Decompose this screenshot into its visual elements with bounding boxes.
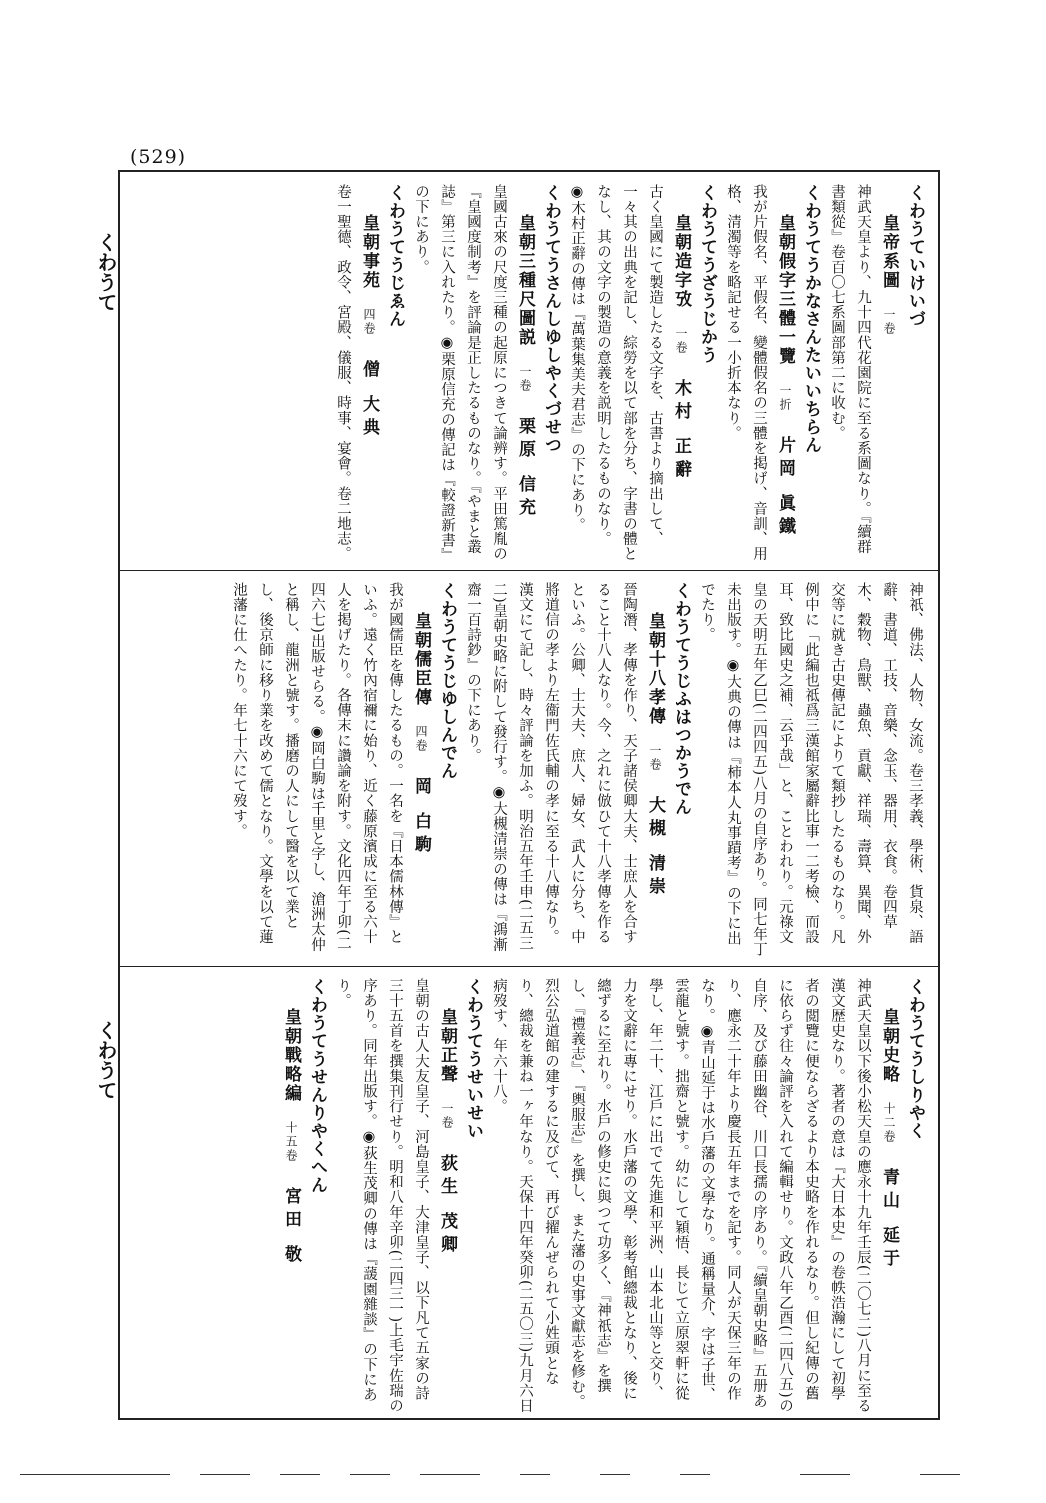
entry-body: 皇國古來の尺度三種の起原につきて論辨す。平田篤胤の『皇國度制考』を評論是正したるものなり。『やまと叢誌』第三に入れたり。◉栗原信充の傳記は『較證新書』の下にあり。 (413, 184, 507, 562)
entry-title (876, 184, 902, 562)
footer-rule (680, 1474, 710, 1475)
footer-rule (420, 1474, 480, 1475)
title-text: 皇朝假字三體一覽 (775, 214, 795, 366)
tier-1 (120, 172, 938, 571)
entry-jien-continued (694, 582, 928, 958)
title-text: 皇朝戰略編 (281, 1008, 301, 1103)
entry-title (434, 978, 460, 1414)
author-name: 栗原 信充 (515, 417, 535, 521)
entry-title (642, 582, 668, 958)
entry-zoji-ko (564, 184, 720, 562)
volume-count: 一折 (778, 384, 792, 412)
tier-3 (120, 966, 938, 1422)
entry-head: くわうてうじゆしんでん (437, 582, 457, 780)
footer-rule (200, 1474, 250, 1475)
entry-body: 古く皇國にて製造したる文字を、古書より摘出して、一々其の出典を記し、綜勞を以て部を分ち、字書の體となし、其の文字の製造の意義を説明したるものなり。◉木村正辭の傳は『萬葉集美夫君志』の下にあり。 (569, 184, 663, 562)
footer-rule-marks (20, 1474, 1030, 1478)
entry-shiryaku (486, 978, 928, 1414)
entry-sanshu-shaku (408, 184, 564, 562)
entry-kana-santai (720, 184, 824, 562)
footer-rule (600, 1474, 630, 1475)
entry-body: 我が國儒臣を傳したるもの。一名を『日本儒林傳』といふ。遠く竹內宿禰に始り、近く藤原濱成に至る六十人を掲げたり。各傳末に讚論を附す。文化四年丁卯(二四六七)出版せらる。◉岡白駒は千里と字し、滄洲太仲と稱し、龍洲と號す。播磨の人にして醫を以て業とし、後京師に移り業を改めて儒となり。文學を以て蓮池藩に仕へたり。年七十六にて歿す。 (231, 582, 403, 953)
page-number: (529) (130, 146, 187, 168)
entry-kotei-keizu (824, 184, 928, 562)
entry-body: 神祇、佛法、人物、女流。卷三孝義、學術、貨泉、語辭、書道、工技、音樂、念玉、器用、衣食。卷四草木、穀物、鳥獸、蟲魚、貢獻、祥瑞、壽算、異聞、外交等に就き古史傳記によりて類抄したるものなり。凡例中に「此編也祗爲三漢館家屬辭比事一二考檢、而設耳、致比國史之補、云乎哉」と、ことわれり。元祿文皇の天明五年乙巳(二四四五)八月の自序あり。同七年丁未出版す。◉大典の傳は『柿本人丸事蹟考』の下に出でたり。 (699, 582, 923, 957)
tier-2 (120, 570, 938, 967)
running-index-head-bottom: くわうて (94, 1020, 118, 1100)
footer-rule (280, 1474, 320, 1475)
author-name: 片岡 眞鐵 (775, 436, 795, 540)
title-text: 皇朝十八孝傳 (645, 612, 665, 726)
title-text: 皇朝事苑 (359, 214, 379, 290)
entry-body: 神武天皇より、九十四代花園院に至る系圖なり。『續群書類從』卷百〇七系圖部第二に收む。 (829, 184, 871, 555)
footer-rule (350, 1474, 390, 1475)
entry-head: くわうてうかなさんたいいちらん (801, 184, 821, 454)
title-text: 皇朝儒臣傳 (411, 612, 431, 707)
entry-title (772, 184, 798, 562)
author-name: 宮田 敬 (281, 1187, 301, 1268)
entry-head: くわうてうじゑん (385, 184, 405, 328)
author-name: 荻生 茂卿 (437, 1154, 457, 1258)
tier-1-text (130, 184, 928, 562)
volume-count: 一卷 (440, 1102, 454, 1130)
entry-body: 我が片假名、平假名、變體假名の三體を掲げ、音訓、用格、清濁等を略記せる一小折本なり。 (725, 184, 767, 562)
author-name: 青山 延于 (879, 1168, 899, 1272)
entry-body: 卷一聖德、政令、宮殿、儀服、時事、宴會。卷二地志。 (335, 184, 351, 562)
volume-count: 一卷 (648, 744, 662, 772)
author-name: 大槻 清崇 (645, 796, 665, 900)
entry-head: くわうてうじふはつかうでん (671, 582, 691, 816)
entry-body: 神武天皇以下後小松天皇の應永十九年壬辰(二〇七二)八月に至る漢文歴史なり。著者の意は『大日本史』の卷帙浩瀚にして初學者の閲覽に便ならざるより本史略を作れるなり。但し紀傳の舊に依らず往々論評を入れて編輯せり。文政八年乙酉(二四八五)の自序、及び藤田幽谷、川口長孺の序あり。『續皇朝史略』五册あり、應永二十年より慶長五年までを記す。同人が天保三年の作なり。◉青山延于は水戶藩の文學なり。通稱量介、字は子世、雲龍と號す。拙齋と號す。幼にして穎悟、長じて立原翠軒に從學し、年二十、江戶に出でて先進和平洲、山本北山等と交り、力を文辭に專にせり。水戶藩の文學、彰考館總裁となり、後に總ずるに至れり。水戶の修史に與つて功多く、『神祇志』を撰し、『禮義志』、『輿服志』を撰し、また藩の史事文獻志を修む。烈公弘道館の建するに及びて、再び擢んぜられて小姓頭となり、總裁を兼ね一ヶ年なり。天保十四年癸卯(二五〇三)九月六日病歿す、年六十八。 (491, 978, 871, 1414)
volume-count: 一卷 (882, 308, 896, 336)
entry-senryaku-hen (278, 978, 330, 1414)
entry-title (408, 582, 434, 958)
entry-seisei (330, 978, 486, 1414)
entry-head: くわうてうせんりやくへん (307, 978, 327, 1194)
footer-rule (20, 1474, 170, 1475)
entry-title (876, 978, 902, 1414)
volume-count: 四卷 (414, 725, 428, 753)
running-index-head-top: くわうて (94, 232, 118, 312)
footer-rule (800, 1474, 850, 1475)
volume-count: 一卷 (518, 365, 532, 393)
tier-3-text (130, 978, 928, 1414)
volume-count: 十五卷 (284, 1121, 298, 1163)
footer-rule (520, 1474, 550, 1475)
entry-jushin-den (226, 582, 460, 958)
author-name: 岡 白駒 (411, 777, 431, 858)
title-text: 皇朝三種尺圖説 (515, 214, 535, 347)
title-text: 皇帝系圖 (879, 214, 899, 290)
volume-count: 一卷 (674, 327, 688, 355)
entry-head: くわうていけいづ (905, 184, 925, 328)
entry-body: 晉陶潛、孝傳を作り、天子諸侯卿大夫、士庶人を合すること十八人なり。今、之れに倣ひて十八孝傳を作るといふ。公卿、士大夫、庶人、婦女、武人に分ち、中將道信の孝より左衞門佐氏輔の孝に至る十八傳なり。漢文にて記し、時々評論を加ふ。明治五年壬申(二五三二)皇朝史略に附して發行す。◉大槻清崇の傳は『鴻漸齋一百詩鈔』の下にあり。 (465, 582, 637, 953)
entry-title (278, 978, 304, 1414)
entry-title (356, 184, 382, 562)
entry-head: くわうてうしりやく (905, 978, 925, 1140)
title-text: 皇朝造字攷 (671, 214, 691, 309)
title-text: 皇朝史略 (879, 1008, 899, 1084)
footer-rule (920, 1474, 960, 1475)
author-name: 僧 大典 (359, 360, 379, 441)
volume-count: 四卷 (362, 308, 376, 336)
entry-juhachi-koden (460, 582, 694, 958)
entry-body: 皇朝の古人大友皇子、河島皇子、大津皇子、以下凡て五家の詩三十五首を撰集刊行せり。明和八年辛卯(二四三一)上毛宇佐瑞の序あり。同年出版す。◉荻生茂卿の傳は『蘐園雜談』の下にあり。 (335, 978, 429, 1414)
entry-title (512, 184, 538, 562)
entry-title (668, 184, 694, 562)
title-text: 皇朝正聲 (437, 1008, 457, 1084)
author-name: 木村 正辭 (671, 379, 691, 483)
entry-jien (330, 184, 408, 562)
page-frame (118, 170, 940, 1420)
entry-head: くわうてうさんしゆしやくづせつ (541, 184, 561, 454)
entry-head: くわうてうざうじかう (697, 184, 717, 364)
entry-head: くわうてうせいせい (463, 978, 483, 1140)
volume-count: 十二卷 (882, 1102, 896, 1144)
tier-2-text (130, 582, 928, 958)
